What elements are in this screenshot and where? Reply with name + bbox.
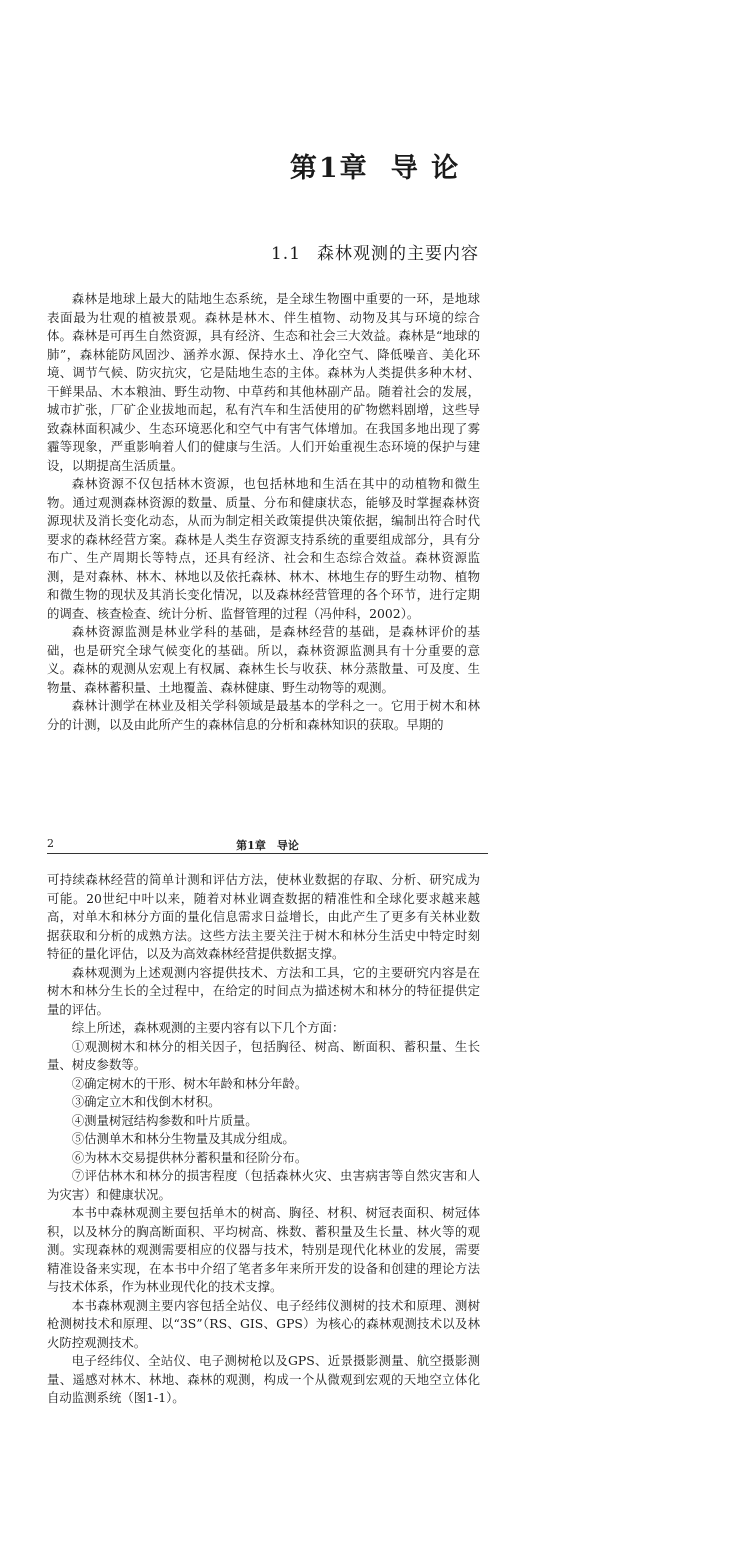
- paragraph: 本书森林观测主要内容包括全站仪、电子经纬仪测树的技术和原理、测树枪测树技术和原理、以“3S”（RS、GIS、GPS）为核心的森林观测技术以及林火防控观测技术。: [47, 1297, 480, 1350]
- section-title: [0, 239, 750, 264]
- list-item: ⑦评估林木和林分的损害程度（包括森林火灾、虫害病害等自然灾害和人为灾害）和健康状况。: [47, 1168, 480, 1202]
- list-item: ⑥为林木交易提供林分蓄积量和径阶分布。: [71, 1149, 308, 1165]
- header-chapter-title: 第1章 导论: [236, 839, 299, 852]
- paragraph: 本书中森林观测主要包括单木的树高、胸径、材积、树冠表面积、树冠体积，以及林分的胸高断面积、平均树高、株数、蓄积量及生长量、林火等的观测。实现森林的观测需要相应的仪器与技术，特别是现代化林业的发展，需要精准设备来实现，在本书中介绍了笔者多年来所开发的设备和创建的理论方法与技术体系，作为林业现代化的技术支撑。: [47, 1205, 480, 1294]
- list-item: ④测量树冠结构参数和叶片质量。: [71, 1112, 258, 1128]
- page1-body: [47, 290, 480, 734]
- list-item: ⑤估测单木和林分生物量及其成分组成。: [71, 1131, 295, 1146]
- paragraph: 森林资源不仅包括林木资源，也包括林地和生活在其中的动植物和微生物。通过观测森林资源的数量、质量、分布和健康状态，能够及时掌握森林资源现状及消长变化动态，从而为制定相关政策提供决策依据，编制出符合时代要求的森林经营方案。森林是人类生存资源支持系统的重要组成部分，具有分布广、生产周期长等特点，还具有经济、社会和生态综合效益。森林资源监测，是对森林、林木、林地以及依托森林、林木、林地生存的野生动物、植物和微生物的现状及其消长变化情况，以及森林经营管理的各个环节，进行定期的调查、核查检查、统计分析、监督管理的过程（冯仲科，2002）。: [47, 476, 480, 621]
- paragraph: 森林是地球上最大的陆地生态系统，是全球生物圈中重要的一环，是地球表面最为壮观的植被景观。森林是林木、伴生植物、动物及其与环境的综合体。森林是可再生自然资源，具有经济、生态和社会三大效益。森林是“地球的肺”，森林能防风固沙、涵养水源、保持水土、净化空气、降低噪音、美化环境、调节气候、防灾抗灾，它是陆地生态的主体。森林为人类提供多种木材、干鲜果品、木本粮油、野生动物、中草药和其他林副产品。随着社会的发展，城市扩张，厂矿企业拔地而起，私有汽车和生活使用的矿物燃料剧增，这些导致森林面积减少、生态环境恶化和空气中有害气体增加。在我国多地出现了雾霾等现象，严重影响着人们的健康与生活。人们开始重视生态环境的保护与建设，以期提高生活质量。: [47, 291, 480, 473]
- paragraph: 综上所述，森林观测的主要内容有以下几个方面：: [71, 1020, 345, 1035]
- chapter-number: 第1章: [289, 153, 369, 184]
- list-item: ①观测树木和林分的相关因子，包括胸径、树高、断面积、蓄积量、生长量、树皮参数等。: [47, 1038, 480, 1072]
- paragraph: 可持续森林经营的简单计测和评估方法，使林业数据的存取、分析、研究成为可能。20世纪中叶以来，随着对林业调查数据的精准性和全球化要求越来越高，对单木和林分方面的量化信息需求日益增长，由此产生了更多有关林业数据获取和分析的成熟方法。这些方法主要关注于树木和林分生活史中特定时刻特征的量化评估，以及为高效森林经营提供数据支撑。: [47, 872, 480, 961]
- paragraph: 森林计测学在林业及相关学科领域是最基本的学科之一。它用于树木和林分的计测，以及由此所产生的森林信息的分析和森林知识的获取。早期的: [47, 698, 480, 732]
- page2-body: [47, 871, 480, 1408]
- chapter-title: [0, 146, 750, 185]
- list-item: ③确定立木和伐倒木材积。: [71, 1094, 221, 1109]
- section-number: 1.1: [270, 244, 302, 264]
- paragraph: 森林观测为上述观测内容提供技术、方法和工具，它的主要研究内容是在树木和林分生长的全过程中，在给定的时间点为描述树木和林分的特征提供定量的评估。: [47, 964, 480, 1017]
- chapter-name: 导 论: [390, 153, 461, 184]
- paragraph: 森林资源监测是林业学科的基础，是森林经营的基础，是森林评价的基础，也是研究全球气候变化的基础。所以，森林资源监测具有十分重要的意义。森林的观测从宏观上有权属、森林生长与收获、林分蒸散量、可及度、生物量、森林蓄积量、土地覆盖、森林健康、野生动物等的观测。: [47, 624, 480, 695]
- paragraph: 电子经纬仪、全站仪、电子测树枪以及GPS、近景摄影测量、航空摄影测量、遥感对林木、林地、森林的观测，构成一个从微观到宏观的天地空立体化自动监测系统（图1-1）。: [47, 1353, 480, 1405]
- running-header: [47, 837, 488, 854]
- page-two: [0, 830, 750, 1546]
- page-number: 2: [47, 837, 54, 850]
- list-item: ②确定树木的干形、树木年龄和林分年龄。: [71, 1075, 308, 1091]
- section-name: 森林观测的主要内容: [317, 244, 480, 264]
